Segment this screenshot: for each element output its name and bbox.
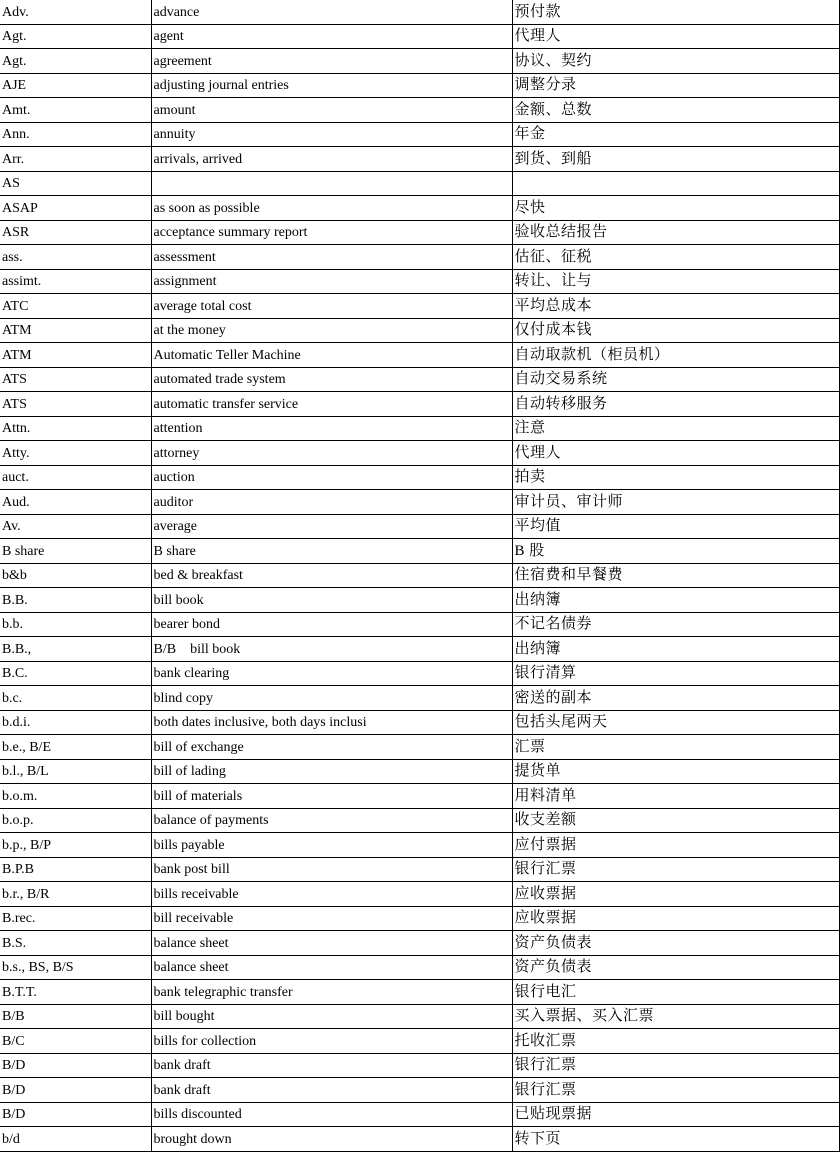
- table-row: [0, 1102, 839, 1127]
- english-term-cell: average: [151, 514, 512, 539]
- english-term-cell: average total cost: [151, 294, 512, 319]
- abbreviation-cell: ATM: [0, 318, 151, 343]
- table-row: [0, 686, 839, 711]
- table-row: [0, 490, 839, 515]
- abbreviation-cell: B.B.,: [0, 637, 151, 662]
- abbreviation-cell: B.S.: [0, 931, 151, 956]
- table-row: [0, 465, 839, 490]
- table-row: [0, 637, 839, 662]
- english-term-cell: assignment: [151, 269, 512, 294]
- english-term-cell: bearer bond: [151, 612, 512, 637]
- chinese-term-cell: 代理人: [512, 24, 839, 49]
- english-term-cell: automated trade system: [151, 367, 512, 392]
- chinese-term-cell: 出纳簿: [512, 637, 839, 662]
- table-row: [0, 1127, 839, 1152]
- english-term-cell: bills discounted: [151, 1102, 512, 1127]
- chinese-term-cell: 仅付成本钱: [512, 318, 839, 343]
- english-term-cell: bank draft: [151, 1053, 512, 1078]
- english-term-cell: B share: [151, 539, 512, 564]
- english-term-cell: bill of lading: [151, 759, 512, 784]
- english-term-cell: [151, 171, 512, 196]
- table-row: [0, 661, 839, 686]
- chinese-term-cell: 买入票据、买入汇票: [512, 1004, 839, 1029]
- table-row: [0, 24, 839, 49]
- abbreviation-cell: ATM: [0, 343, 151, 368]
- chinese-term-cell: 密送的副本: [512, 686, 839, 711]
- abbreviation-cell: B/D: [0, 1078, 151, 1103]
- abbreviation-cell: ass.: [0, 245, 151, 270]
- chinese-term-cell: [512, 171, 839, 196]
- abbreviation-cell: Agt.: [0, 49, 151, 74]
- english-term-cell: bill book: [151, 588, 512, 613]
- english-term-cell: brought down: [151, 1127, 512, 1152]
- table-row: [0, 784, 839, 809]
- chinese-term-cell: 住宿费和早餐费: [512, 563, 839, 588]
- chinese-term-cell: 拍卖: [512, 465, 839, 490]
- chinese-term-cell: 不记名债券: [512, 612, 839, 637]
- chinese-term-cell: 注意: [512, 416, 839, 441]
- table-row: [0, 245, 839, 270]
- abbreviation-cell: B.B.: [0, 588, 151, 613]
- english-term-cell: automatic transfer service: [151, 392, 512, 417]
- abbreviation-cell: B.T.T.: [0, 980, 151, 1005]
- table-row: [0, 171, 839, 196]
- abbreviation-cell: b.o.p.: [0, 808, 151, 833]
- chinese-term-cell: 自动取款机（柜员机）: [512, 343, 839, 368]
- english-term-cell: bank post bill: [151, 857, 512, 882]
- chinese-term-cell: 托收汇票: [512, 1029, 839, 1054]
- chinese-term-cell: 收支差额: [512, 808, 839, 833]
- english-term-cell: as soon as possible: [151, 196, 512, 221]
- abbreviation-cell: B/D: [0, 1102, 151, 1127]
- english-term-cell: bills for collection: [151, 1029, 512, 1054]
- chinese-term-cell: 预付款: [512, 0, 839, 24]
- table-row: [0, 1029, 839, 1054]
- abbreviation-cell: AS: [0, 171, 151, 196]
- abbreviation-cell: b.l., B/L: [0, 759, 151, 784]
- english-term-cell: bank draft: [151, 1078, 512, 1103]
- abbreviation-cell: Arr.: [0, 147, 151, 172]
- english-term-cell: advance: [151, 0, 512, 24]
- abbreviation-cell: B/D: [0, 1053, 151, 1078]
- chinese-term-cell: 出纳簿: [512, 588, 839, 613]
- english-term-cell: bank clearing: [151, 661, 512, 686]
- english-term-cell: assessment: [151, 245, 512, 270]
- abbreviation-cell: Adv.: [0, 0, 151, 24]
- chinese-term-cell: 年金: [512, 122, 839, 147]
- table-row: [0, 1053, 839, 1078]
- table-row: [0, 563, 839, 588]
- abbreviation-cell: ATS: [0, 392, 151, 417]
- chinese-term-cell: 用料清单: [512, 784, 839, 809]
- abbreviation-cell: b&b: [0, 563, 151, 588]
- abbreviation-cell: B.rec.: [0, 906, 151, 931]
- chinese-term-cell: 审计员、审计师: [512, 490, 839, 515]
- table-row: [0, 294, 839, 319]
- table-row: [0, 588, 839, 613]
- abbreviation-cell: b.p., B/P: [0, 833, 151, 858]
- chinese-term-cell: 平均总成本: [512, 294, 839, 319]
- english-term-cell: amount: [151, 98, 512, 123]
- english-term-cell: both dates inclusive, both days inclusi: [151, 710, 512, 735]
- english-term-cell: bills receivable: [151, 882, 512, 907]
- table-row: [0, 147, 839, 172]
- chinese-term-cell: 银行汇票: [512, 1053, 839, 1078]
- chinese-term-cell: 银行清算: [512, 661, 839, 686]
- abbreviation-cell: Amt.: [0, 98, 151, 123]
- table-row: [0, 1078, 839, 1103]
- chinese-term-cell: 自动交易系统: [512, 367, 839, 392]
- abbreviation-cell: b.b.: [0, 612, 151, 637]
- table-row: [0, 196, 839, 221]
- abbreviation-cell: Atty.: [0, 441, 151, 466]
- abbreviation-cell: b.o.m.: [0, 784, 151, 809]
- table-row: [0, 906, 839, 931]
- english-term-cell: balance sheet: [151, 931, 512, 956]
- chinese-term-cell: 提货单: [512, 759, 839, 784]
- table-row: [0, 122, 839, 147]
- abbreviation-cell: b.e., B/E: [0, 735, 151, 760]
- english-term-cell: at the money: [151, 318, 512, 343]
- table-row: [0, 980, 839, 1005]
- chinese-term-cell: 调整分录: [512, 73, 839, 98]
- chinese-term-cell: 银行汇票: [512, 857, 839, 882]
- chinese-term-cell: 包括头尾两天: [512, 710, 839, 735]
- chinese-term-cell: 协议、契约: [512, 49, 839, 74]
- chinese-term-cell: 资产负债表: [512, 931, 839, 956]
- abbreviation-cell: ASAP: [0, 196, 151, 221]
- table-row: [0, 367, 839, 392]
- english-term-cell: balance sheet: [151, 955, 512, 980]
- table-row: [0, 808, 839, 833]
- english-term-cell: bill of materials: [151, 784, 512, 809]
- table-row: [0, 710, 839, 735]
- english-term-cell: bill of exchange: [151, 735, 512, 760]
- abbreviation-cell: Attn.: [0, 416, 151, 441]
- abbreviation-cell: b.s., BS, B/S: [0, 955, 151, 980]
- table-row: [0, 514, 839, 539]
- table-row: [0, 882, 839, 907]
- english-term-cell: Automatic Teller Machine: [151, 343, 512, 368]
- abbreviation-cell: ATS: [0, 367, 151, 392]
- chinese-term-cell: 金额、总数: [512, 98, 839, 123]
- english-term-cell: annuity: [151, 122, 512, 147]
- abbreviation-cell: b.d.i.: [0, 710, 151, 735]
- chinese-term-cell: 转让、让与: [512, 269, 839, 294]
- english-term-cell: balance of payments: [151, 808, 512, 833]
- english-term-cell: agent: [151, 24, 512, 49]
- table-row: [0, 931, 839, 956]
- chinese-term-cell: 到货、到船: [512, 147, 839, 172]
- abbreviation-cell: assimt.: [0, 269, 151, 294]
- abbreviation-cell: B.P.B: [0, 857, 151, 882]
- table-row: [0, 441, 839, 466]
- table-row: [0, 318, 839, 343]
- abbreviation-cell: ATC: [0, 294, 151, 319]
- chinese-term-cell: B 股: [512, 539, 839, 564]
- english-term-cell: bank telegraphic transfer: [151, 980, 512, 1005]
- abbreviation-cell: b/d: [0, 1127, 151, 1152]
- table-row: [0, 392, 839, 417]
- chinese-term-cell: 汇票: [512, 735, 839, 760]
- english-term-cell: agreement: [151, 49, 512, 74]
- chinese-term-cell: 资产负债表: [512, 955, 839, 980]
- english-term-cell: blind copy: [151, 686, 512, 711]
- chinese-term-cell: 代理人: [512, 441, 839, 466]
- english-term-cell: attention: [151, 416, 512, 441]
- abbreviation-cell: Av.: [0, 514, 151, 539]
- abbreviation-cell: B/C: [0, 1029, 151, 1054]
- chinese-term-cell: 估征、征税: [512, 245, 839, 270]
- abbreviation-cell: Agt.: [0, 24, 151, 49]
- chinese-term-cell: 自动转移服务: [512, 392, 839, 417]
- english-term-cell: attorney: [151, 441, 512, 466]
- table-row: [0, 1004, 839, 1029]
- table-row: [0, 0, 839, 24]
- abbreviation-cell: B share: [0, 539, 151, 564]
- chinese-term-cell: 应付票据: [512, 833, 839, 858]
- english-term-cell: bill receivable: [151, 906, 512, 931]
- table-row: [0, 343, 839, 368]
- chinese-term-cell: 应收票据: [512, 882, 839, 907]
- chinese-term-cell: 验收总结报告: [512, 220, 839, 245]
- table-row: [0, 416, 839, 441]
- table-row: [0, 49, 839, 74]
- english-term-cell: bills payable: [151, 833, 512, 858]
- table-row: [0, 98, 839, 123]
- abbreviation-cell: b.r., B/R: [0, 882, 151, 907]
- english-term-cell: auction: [151, 465, 512, 490]
- chinese-term-cell: 转下页: [512, 1127, 839, 1152]
- english-term-cell: acceptance summary report: [151, 220, 512, 245]
- table-row: [0, 73, 839, 98]
- chinese-term-cell: 尽快: [512, 196, 839, 221]
- table-row: [0, 857, 839, 882]
- chinese-term-cell: 平均值: [512, 514, 839, 539]
- table-row: [0, 833, 839, 858]
- table-row: [0, 955, 839, 980]
- table-row: [0, 759, 839, 784]
- abbreviation-cell: B.C.: [0, 661, 151, 686]
- table-row: [0, 539, 839, 564]
- abbreviation-cell: AJE: [0, 73, 151, 98]
- chinese-term-cell: 银行电汇: [512, 980, 839, 1005]
- english-term-cell: B/B bill book: [151, 637, 512, 662]
- abbreviation-cell: Ann.: [0, 122, 151, 147]
- english-term-cell: bed & breakfast: [151, 563, 512, 588]
- table-row: [0, 735, 839, 760]
- chinese-term-cell: 应收票据: [512, 906, 839, 931]
- table-row: [0, 220, 839, 245]
- english-term-cell: adjusting journal entries: [151, 73, 512, 98]
- table-row: [0, 269, 839, 294]
- abbreviation-cell: B/B: [0, 1004, 151, 1029]
- chinese-term-cell: 已贴现票据: [512, 1102, 839, 1127]
- chinese-term-cell: 银行汇票: [512, 1078, 839, 1103]
- abbreviation-cell: ASR: [0, 220, 151, 245]
- english-term-cell: bill bought: [151, 1004, 512, 1029]
- english-term-cell: auditor: [151, 490, 512, 515]
- abbreviation-cell: Aud.: [0, 490, 151, 515]
- abbreviation-cell: auct.: [0, 465, 151, 490]
- table-row: [0, 612, 839, 637]
- english-term-cell: arrivals, arrived: [151, 147, 512, 172]
- abbreviation-cell: b.c.: [0, 686, 151, 711]
